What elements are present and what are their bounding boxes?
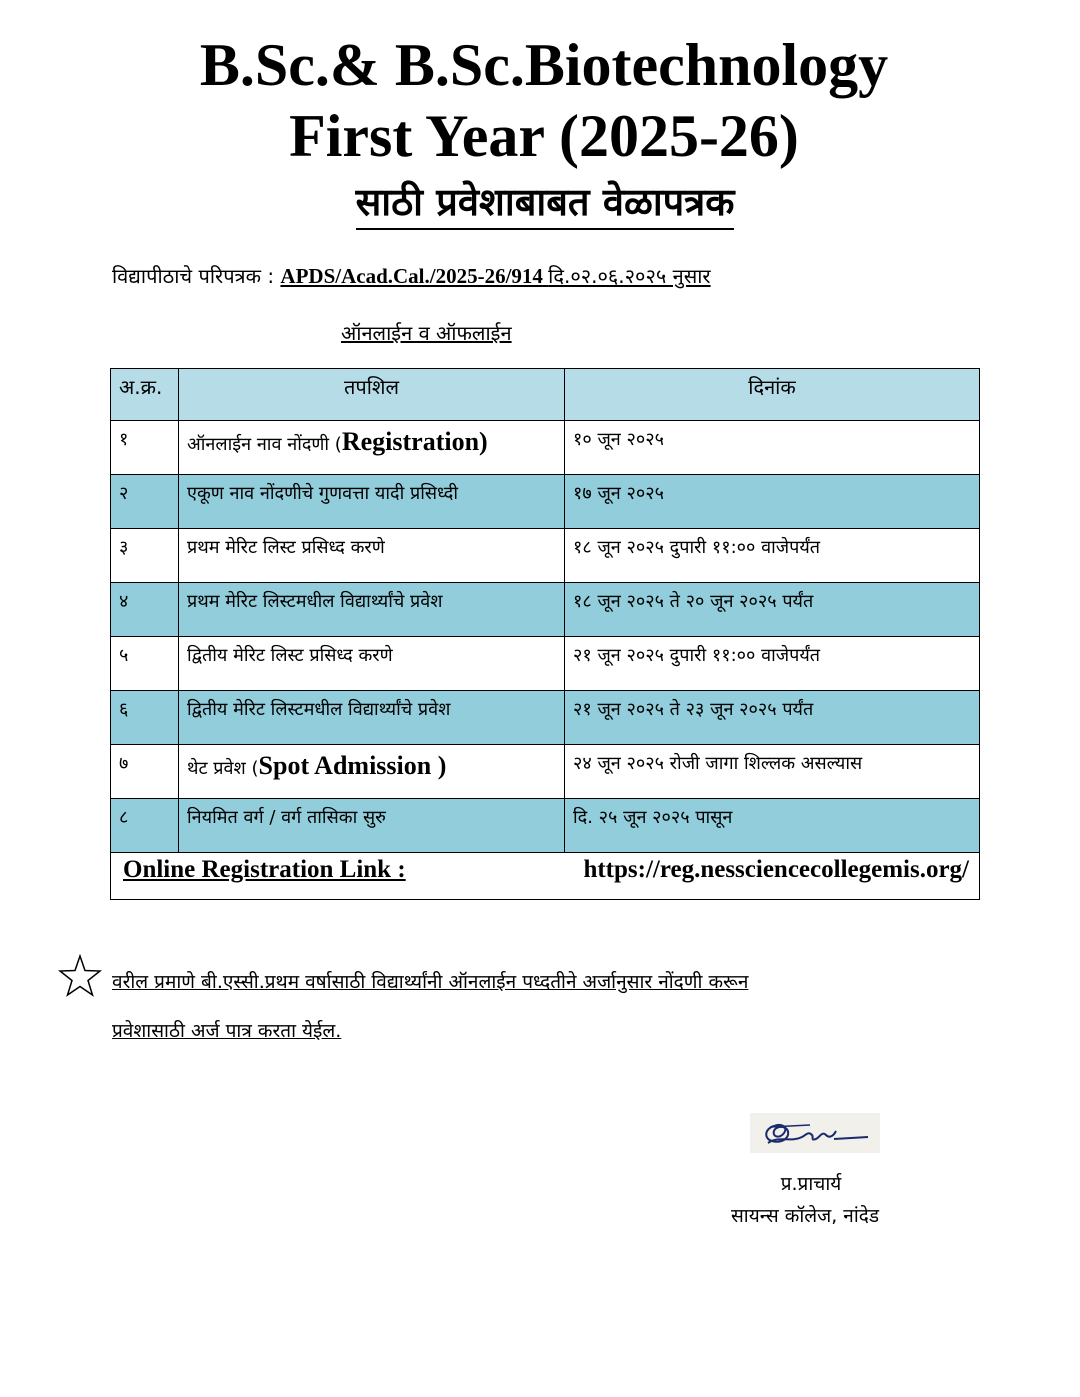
table-row: [111, 745, 980, 799]
row-detail-text: ऑनलाईन नाव नोंदणी (: [187, 434, 342, 455]
title-line-1: B.Sc.& B.Sc.Biotechnology: [199, 32, 889, 98]
row-detail-english: Registration): [341, 427, 488, 456]
row-serial: २: [111, 475, 179, 529]
row-date: दि. २५ जून २०२५ पासून: [565, 799, 980, 853]
table-row: [111, 475, 980, 529]
row-date: १८ जून २०२५ ते २० जून २०२५ पर्यंत: [565, 583, 980, 637]
row-date: २४ जून २०२५ रोजी जागा शिल्लक असल्यास: [565, 745, 980, 799]
note-line-1: वरील प्रमाणे बी.एस्सी.प्रथम वर्षासाठी विद्यार्थ्यांनी ऑनलाईन पध्दतीने अर्जानुसार नोंदणी करून: [112, 971, 749, 993]
table-row: [111, 529, 980, 583]
subtitle-wrap: [0, 176, 1080, 230]
table-row: [111, 799, 980, 853]
schedule-table: [110, 368, 980, 900]
row-detail: [179, 745, 565, 799]
row-date: १० जून २०२५: [565, 421, 980, 475]
registration-link-cell: [111, 853, 980, 900]
row-date: २१ जून २०२५ ते २३ जून २०२५ पर्यंत: [565, 691, 980, 745]
row-serial: ६: [111, 691, 179, 745]
note-line-2: प्रवेशासाठी अर्ज पात्र करता येईल.: [112, 1020, 342, 1042]
header-date: दिनांक: [565, 369, 980, 421]
signatory-title: प्र.प्राचार्य: [780, 1173, 842, 1195]
circular-ref-date: दि.०२.०६.२०२५ नुसार: [548, 264, 711, 288]
table-row: [111, 583, 980, 637]
row-serial: ४: [111, 583, 179, 637]
row-detail: द्वितीय मेरिट लिस्ट प्रसिध्द करणे: [179, 637, 565, 691]
row-detail-text: थेट प्रवेश (: [187, 758, 259, 779]
row-detail-english: Spot Admission ): [258, 751, 447, 780]
row-serial: ५: [111, 637, 179, 691]
circular-reference: [112, 260, 711, 292]
row-detail: [179, 421, 565, 475]
circular-ref: [280, 264, 710, 288]
signatory-org: सायन्स कॉलेज, नांदेड: [730, 1205, 880, 1227]
row-serial: ३: [111, 529, 179, 583]
registration-link-label: Online Registration Link :: [123, 856, 406, 883]
row-detail: नियमित वर्ग / वर्ग तासिका सुरु: [179, 799, 565, 853]
row-serial: १: [111, 421, 179, 475]
row-date: १७ जून २०२५: [565, 475, 980, 529]
row-serial: ८: [111, 799, 179, 853]
table-header-row: [111, 369, 980, 421]
header-serial: अ.क्र.: [111, 369, 179, 421]
row-serial: ७: [111, 745, 179, 799]
row-detail: प्रथम मेरिट लिस्ट प्रसिध्द करणे: [179, 529, 565, 583]
circular-ref-no: APDS/Acad.Cal./2025-26/914: [280, 264, 543, 288]
row-detail: द्वितीय मेरिट लिस्टमधील विद्यार्थ्यांचे प्रवेश: [179, 691, 565, 745]
table-row: [111, 421, 980, 475]
title-line-2: First Year (2025-26): [289, 103, 799, 169]
row-date: २१ जून २०२५ दुपारी ११:०० वाजेपर्यंत: [565, 637, 980, 691]
table-row: [111, 637, 980, 691]
table-row: [111, 691, 980, 745]
registration-link-row: [111, 853, 980, 900]
circular-label: विद्यापीठाचे परिपत्रक :: [112, 264, 275, 288]
signature: [750, 1113, 880, 1153]
header-detail: तपशिल: [179, 369, 565, 421]
star-icon: [58, 954, 102, 998]
row-detail: प्रथम मेरिट लिस्टमधील विद्यार्थ्यांचे प्रवेश: [179, 583, 565, 637]
row-date: १८ जून २०२५ दुपारी ११:०० वाजेपर्यंत: [565, 529, 980, 583]
admission-mode: ऑनलाईन व ऑफलाईन: [341, 321, 512, 345]
row-detail: एकूण नाव नोंदणीचे गुणवत्ता यादी प्रसिध्दी: [179, 475, 565, 529]
subtitle: साठी प्रवेशाबाबत वेळापत्रक: [356, 176, 735, 230]
registration-link-url[interactable]: https://reg.nesscience​collegemis.org/: [583, 856, 969, 883]
